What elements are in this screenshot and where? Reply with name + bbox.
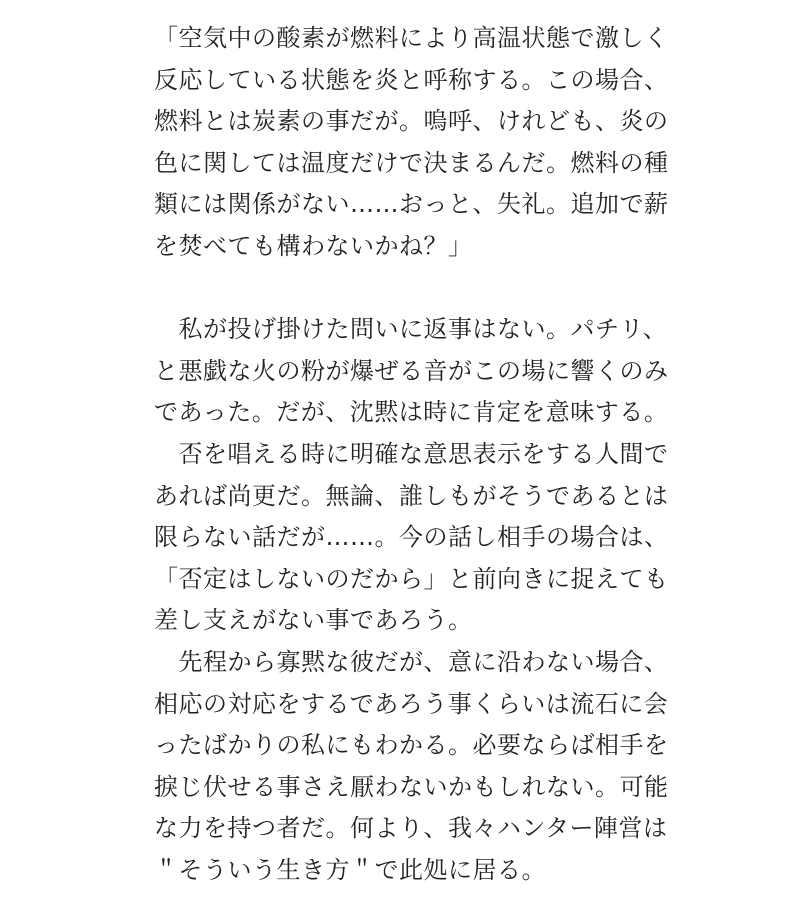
document-text-body: [154, 18, 669, 891]
text-line: ＂そういう生き方＂で此処に居る。: [154, 855, 546, 884]
text-line: 「否定はしないのだから」と前向きに捉えても: [154, 564, 669, 593]
text-line: 捩じ伏せる事さえ厭わないかもしれない。可能: [154, 772, 669, 801]
text-line: 私が投げ掛けた問いに返事はない。パチリ、: [154, 315, 668, 344]
text-line: を焚べても構わないかね？」: [154, 231, 473, 260]
text-line: あれば尚更だ。無論、誰しもがそうであるとは: [154, 481, 669, 510]
text-line: 差し支えがない事であろう。: [154, 606, 473, 635]
paragraph-spacer: [154, 268, 664, 310]
text-line: な力を持つ者だ。何より、我々ハンター陣営は: [154, 814, 668, 843]
paragraph-4: [154, 642, 669, 892]
paragraph-1: [154, 18, 669, 268]
text-line: であった。だが、沈黙は時に肯定を意味する。: [154, 398, 669, 427]
text-line: 相応の対応をするであろう事くらいは流石に会: [154, 689, 669, 718]
text-line: 色に関しては温度だけで決まるんだ。燃料の種: [154, 148, 669, 177]
paragraph-3: [154, 434, 669, 642]
text-line: 反応している状態を炎と呼称する。この場合、: [154, 65, 669, 94]
text-line: 燃料とは炭素の事だが。嗚呼、けれども、炎の: [154, 107, 669, 136]
text-line: 「空気中の酸素が燃料により高温状態で激しく: [154, 24, 669, 52]
text-line: 限らない話だが……。今の話し相手の場合は、: [154, 523, 669, 552]
text-line: と悪戯な火の粉が爆ぜる音がこの場に響くのみ: [154, 356, 669, 385]
paragraph-2: [154, 309, 669, 434]
text-line: ったばかりの私にもわかる。必要ならば相手を: [154, 731, 669, 760]
text-line: 先程から寡黙な彼だが、意に沿わない場合、: [154, 647, 669, 676]
text-line: 否を唱える時に明確な意思表示をする人間で: [154, 439, 669, 468]
text-line: 類には関係がない……おっと、失礼。追加で薪: [154, 190, 669, 219]
